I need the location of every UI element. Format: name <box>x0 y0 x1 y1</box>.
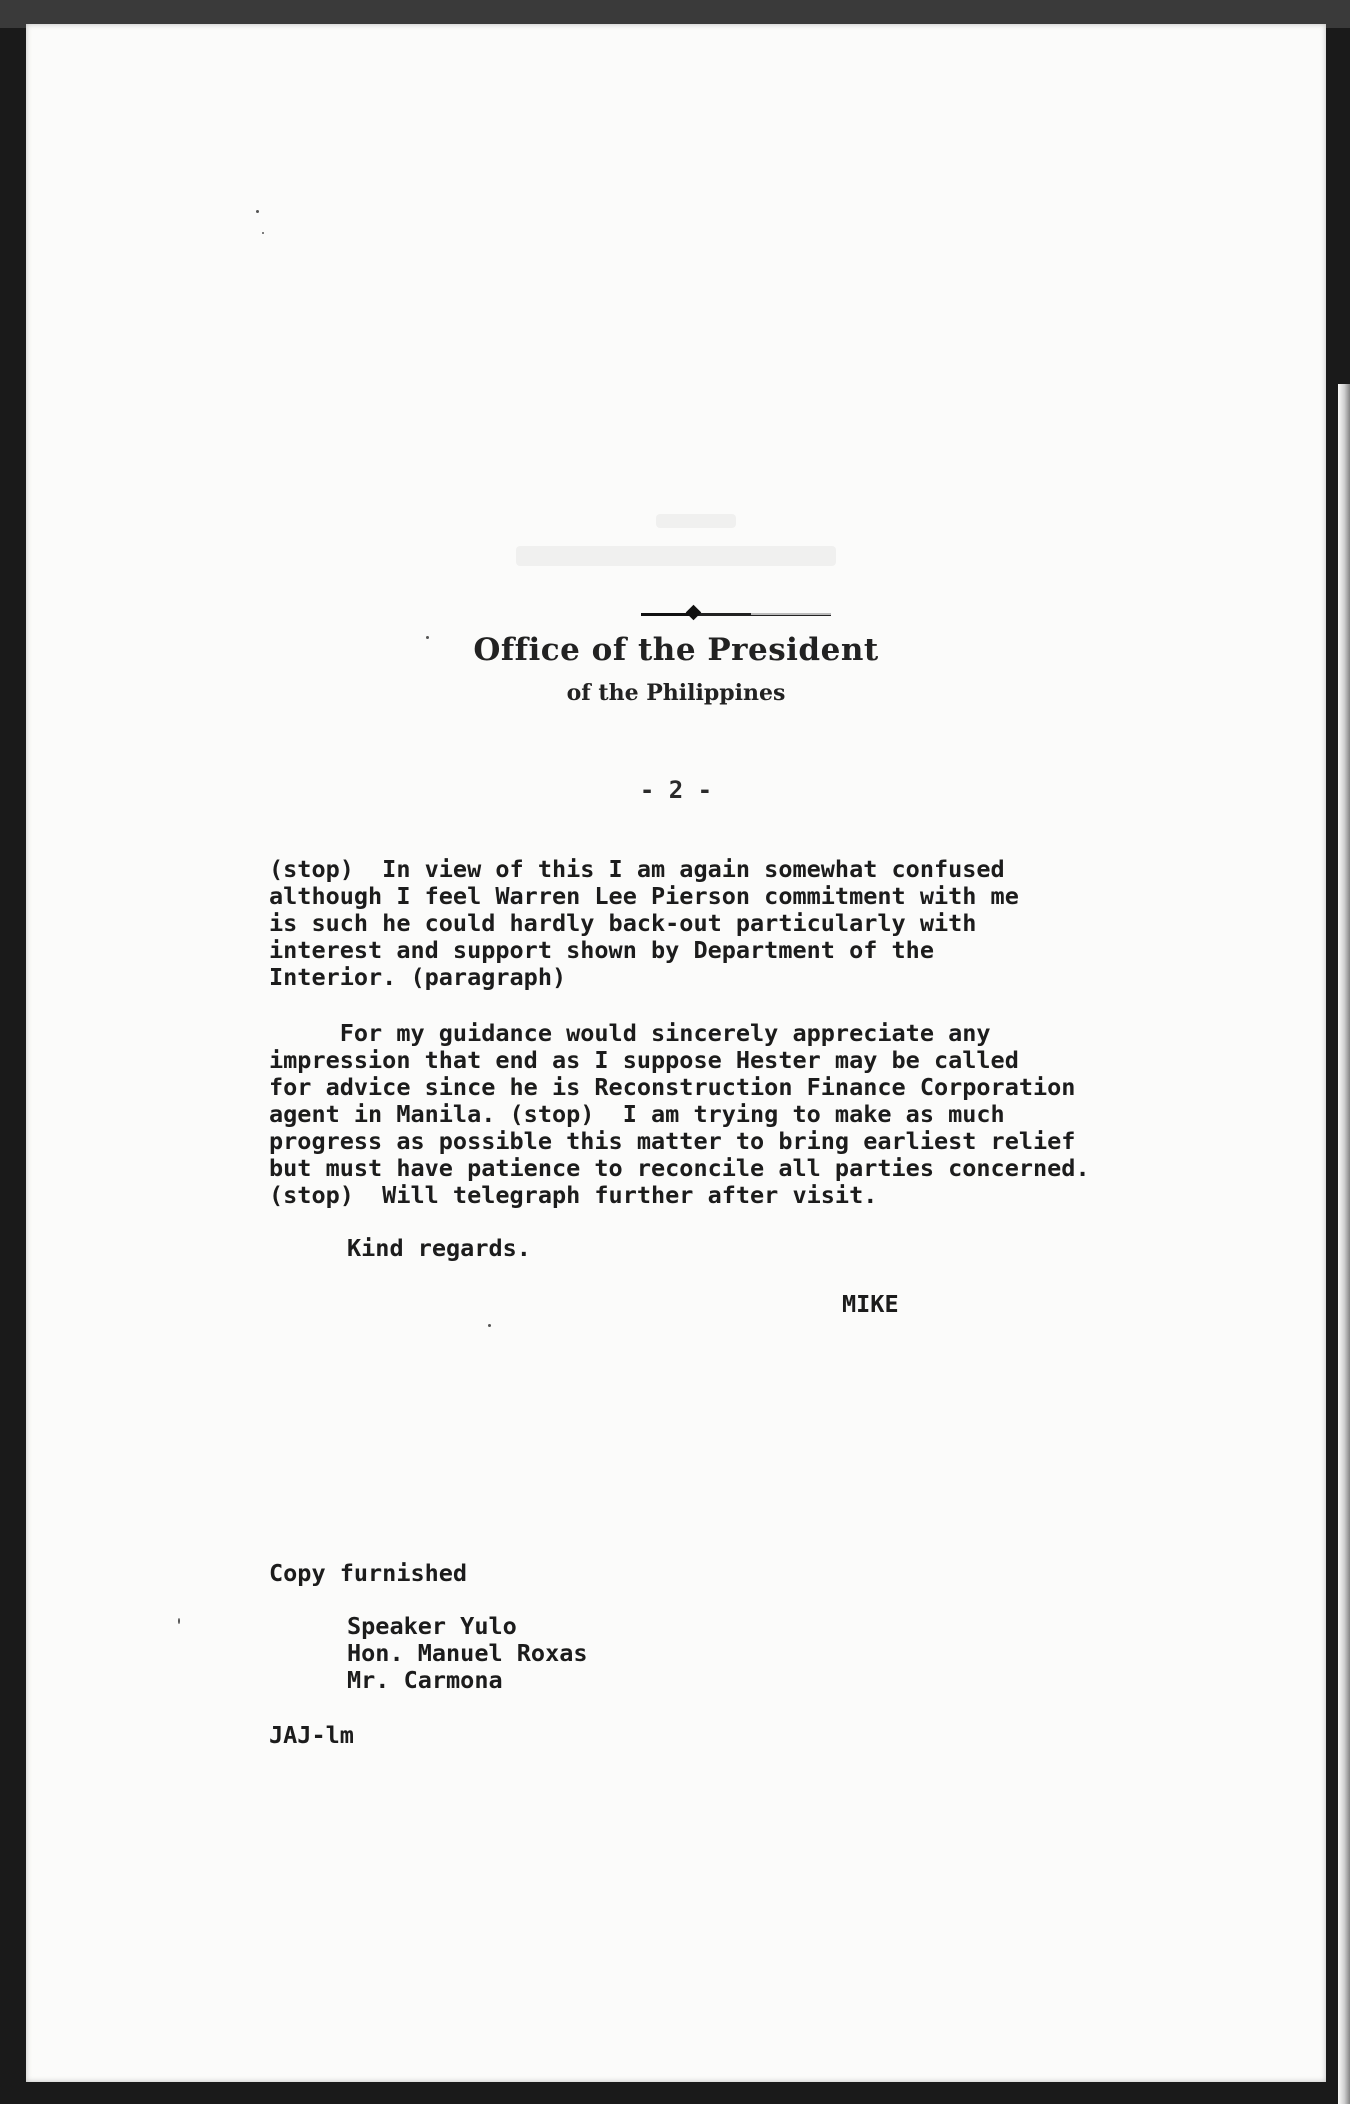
letterhead-rule-faint <box>751 613 831 615</box>
speck-mark <box>262 232 264 234</box>
diamond-ornament-icon <box>686 605 702 621</box>
text-line: interest and support shown by Department of the <box>269 936 934 964</box>
text-line: (stop) In view of this I am again somewhat confused <box>269 855 1005 883</box>
page-number: - 2 - <box>639 776 713 804</box>
speck-mark <box>178 1618 180 1624</box>
recipient-item: Mr. Carmona <box>347 1666 503 1694</box>
speck-mark <box>256 210 259 213</box>
letterhead-office-title: Office of the President <box>473 632 879 668</box>
text-line: Interior. (paragraph) <box>269 963 567 991</box>
text-line: For my guidance would sincerely appreciate any <box>269 1019 991 1047</box>
text-line: for advice since he is Reconstruction Finance Corporation <box>269 1073 1076 1101</box>
text-line: is such he could hardly back-out particularly with <box>269 909 977 937</box>
faint-bleed-through-mark <box>516 546 836 566</box>
text-line: agent in Manila. (stop) I am trying to make as much <box>269 1100 1005 1128</box>
copy-recipients-list <box>347 1613 588 1694</box>
body-paragraph-1 <box>269 856 1309 991</box>
reference-initials: JAJ-lm <box>269 1721 354 1749</box>
body-paragraph-2 <box>269 1020 1309 1209</box>
copy-furnished-label: Copy furnished <box>269 1559 468 1587</box>
faint-bleed-through-mark <box>656 514 736 528</box>
closing-regards: Kind regards. <box>347 1234 531 1262</box>
text-line: but must have patience to reconcile all parties concerned. <box>269 1154 1090 1182</box>
text-line: impression that end as I suppose Hester may be called <box>269 1046 1019 1074</box>
document-page <box>26 24 1326 2082</box>
signature-name: MIKE <box>842 1290 899 1318</box>
text-line: although I feel Warren Lee Pierson commitment with me <box>269 882 1019 910</box>
recipient-item: Speaker Yulo <box>347 1612 517 1640</box>
recipient-item: Hon. Manuel Roxas <box>347 1639 588 1667</box>
text-line: (stop) Will telegraph further after visit. <box>269 1181 878 1209</box>
text-line: progress as possible this matter to bring earliest relief <box>269 1127 1076 1155</box>
letterhead-country-subtitle: of the Philippines <box>566 680 786 706</box>
speck-mark <box>488 1324 491 1327</box>
scan-page-edge <box>1338 384 1350 2104</box>
